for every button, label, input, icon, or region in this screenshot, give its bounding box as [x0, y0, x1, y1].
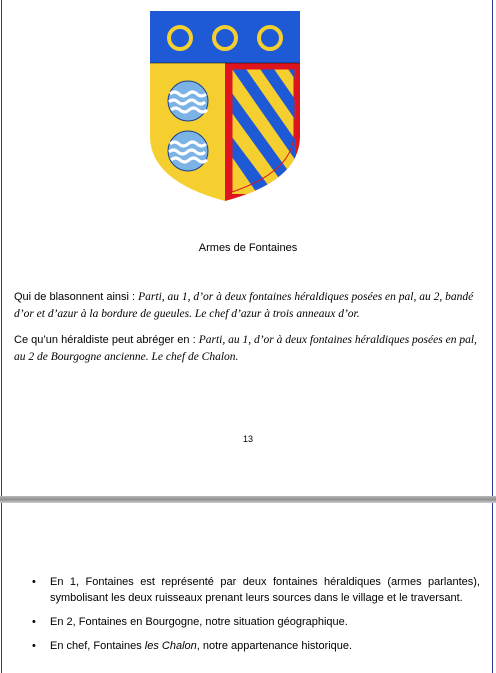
page-separator [0, 496, 496, 503]
blazon-text: Parti, au 1, d’or à deux fontaines héraldiques posées en pal, au 2, bandé d’or et d’azur à la bordure de gueules. Le chef d’azur à trois anneaux d’or. [14, 291, 474, 320]
short-blazon-intro: Ce qu’un héraldiste peut abréger en : [14, 334, 199, 346]
list-item-text [50, 640, 352, 652]
list-item [30, 614, 480, 630]
list-item-text: En 1, Fontaines est représenté par deux fontaines héraldiques (armes parlantes), symbolisant les deux ruisseaux prenant leurs sources dans le village et le traversant. [50, 576, 480, 604]
list-item-text-italic: les Chalon [144, 640, 197, 652]
bullet-list [30, 574, 480, 662]
coat-of-arms-icon [150, 11, 300, 201]
list-item-text-after: , notre appartenance historique. [196, 640, 353, 652]
page-number: 13 [242, 434, 253, 444]
bullet-icon: • [32, 576, 36, 588]
bullet-icon: • [32, 616, 36, 628]
short-blazon-text: Parti, au 1, d’or à deux fontaines héraldiques posées en pal, au 2 de Bourgogne ancienne. Le chef de Chalon. [14, 334, 477, 363]
list-item-text: En 2, Fontaines en Bourgogne, notre situation géographique. [50, 616, 348, 628]
list-item-text-before: En chef, Fontaines [50, 640, 145, 652]
blazon-paragraph [14, 289, 482, 323]
blazon-intro: Qui de blasonnent ainsi : [14, 291, 139, 303]
coat-of-arms-caption: Armes de Fontaines [198, 242, 298, 254]
list-item [30, 638, 480, 654]
short-blazon-paragraph [14, 332, 482, 366]
page-14 [1, 503, 493, 673]
list-item [30, 574, 480, 606]
bullet-icon: • [32, 640, 36, 652]
page-13 [1, 0, 493, 496]
